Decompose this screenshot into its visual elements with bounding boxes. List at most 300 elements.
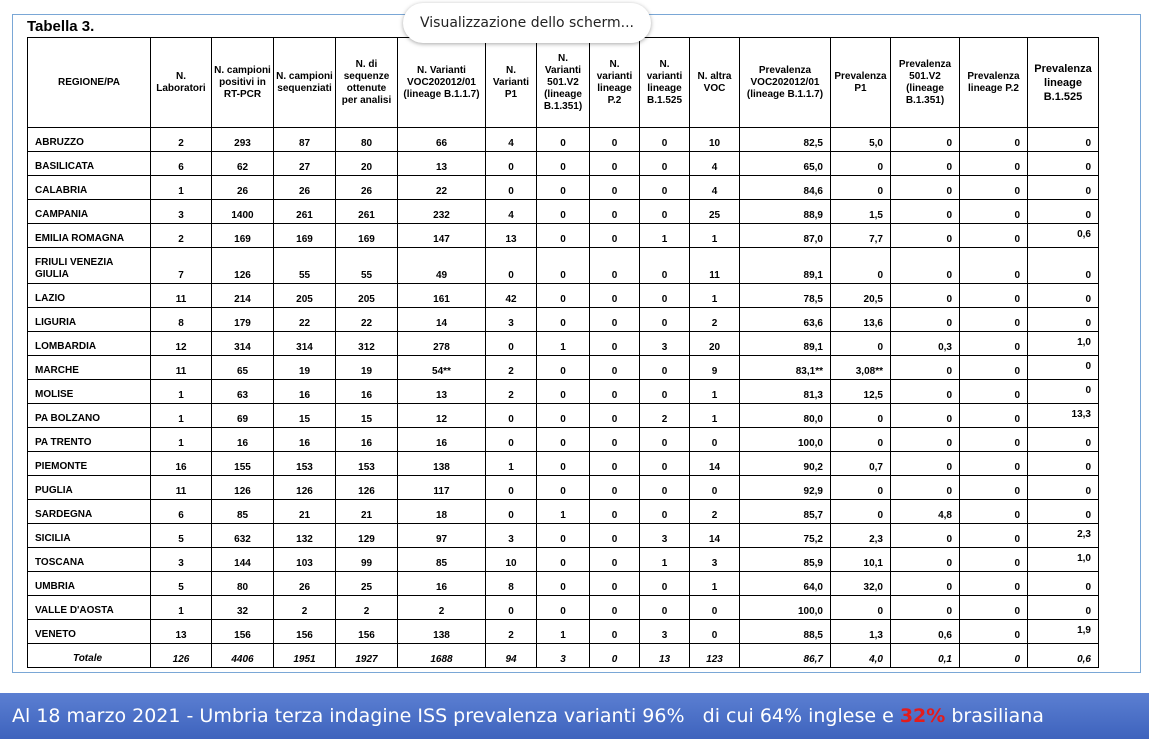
value-cell: 10,1 [831, 548, 891, 572]
value-cell: 2 [486, 356, 537, 380]
value-cell: 5,0 [831, 128, 891, 152]
table-row [28, 500, 1099, 524]
total-cell: 86,7 [740, 644, 831, 668]
value-cell: 20 [336, 152, 398, 176]
value-cell: 0 [640, 500, 690, 524]
value-cell: 0 [590, 380, 640, 404]
value-cell: 0 [891, 248, 960, 284]
value-cell: 16 [398, 572, 486, 596]
value-cell: 0 [891, 572, 960, 596]
value-cell: 0 [590, 308, 640, 332]
banner-highlight: 32% [899, 705, 946, 727]
value-cell: 16 [151, 452, 212, 476]
total-cell: 123 [690, 644, 740, 668]
value-cell: 0 [891, 596, 960, 620]
value-cell: 0 [537, 152, 590, 176]
value-cell: 20,5 [831, 284, 891, 308]
value-cell: 69 [212, 404, 274, 428]
variants-table [27, 37, 1099, 668]
value-cell: 0 [537, 548, 590, 572]
value-cell: 1 [151, 428, 212, 452]
value-cell: 13 [398, 152, 486, 176]
value-cell: 2 [151, 128, 212, 152]
value-cell: 0 [590, 332, 640, 356]
value-cell: 0 [831, 428, 891, 452]
column-header: Prevalenza VOC202012/01 (lineage B.1.1.7) [740, 38, 831, 128]
value-cell: 0 [960, 224, 1028, 248]
value-cell: 8 [151, 308, 212, 332]
value-cell: 0 [960, 428, 1028, 452]
value-cell: 0 [590, 224, 640, 248]
value-cell: 1,3 [831, 620, 891, 644]
value-cell: 12 [151, 332, 212, 356]
value-cell: 2 [690, 308, 740, 332]
value-cell: 169 [336, 224, 398, 248]
region-cell: EMILIA ROMAGNA [28, 224, 151, 248]
region-cell: UMBRIA [28, 572, 151, 596]
value-cell: 4 [486, 128, 537, 152]
region-cell: LOMBARDIA [28, 332, 151, 356]
value-cell: 3 [486, 524, 537, 548]
value-cell: 10 [690, 128, 740, 152]
value-cell: 65 [212, 356, 274, 380]
value-cell: 232 [398, 200, 486, 224]
value-cell: 138 [398, 620, 486, 644]
value-cell: 8 [486, 572, 537, 596]
value-cell: 55 [336, 248, 398, 284]
total-cell: 94 [486, 644, 537, 668]
value-cell: 0 [1028, 284, 1099, 308]
value-cell: 0 [891, 548, 960, 572]
region-cell: TOSCANA [28, 548, 151, 572]
table-row [28, 284, 1099, 308]
value-cell: 20 [690, 332, 740, 356]
value-cell: 6 [151, 500, 212, 524]
value-cell: 169 [274, 224, 336, 248]
value-cell: 0 [960, 284, 1028, 308]
value-cell: 0 [891, 476, 960, 500]
value-cell: 0 [590, 524, 640, 548]
value-cell: 0 [640, 152, 690, 176]
value-cell: 0 [590, 452, 640, 476]
value-cell: 13 [151, 620, 212, 644]
column-header: N. di sequenze ottenute per analisi [336, 38, 398, 128]
value-cell: 19 [336, 356, 398, 380]
value-cell: 26 [336, 176, 398, 200]
region-cell: LAZIO [28, 284, 151, 308]
value-cell: 1 [537, 620, 590, 644]
value-cell: 3 [486, 308, 537, 332]
value-cell: 21 [274, 500, 336, 524]
column-header: N. campioni positivi in RT-PCR [212, 38, 274, 128]
value-cell: 3 [690, 548, 740, 572]
column-header: N. varianti lineage P.2 [590, 38, 640, 128]
total-cell: 4,0 [831, 644, 891, 668]
value-cell: 0 [640, 428, 690, 452]
value-cell: 156 [274, 620, 336, 644]
value-cell: 26 [274, 176, 336, 200]
region-cell: PIEMONTE [28, 452, 151, 476]
region-cell: BASILICATA [28, 152, 151, 176]
value-cell: 32 [212, 596, 274, 620]
value-cell: 1 [690, 284, 740, 308]
value-cell: 0 [1028, 476, 1099, 500]
column-header: N. varianti lineage B.1.525 [640, 38, 690, 128]
value-cell: 0 [960, 524, 1028, 548]
value-cell: 0 [486, 248, 537, 284]
value-cell: 0 [590, 620, 640, 644]
screen-share-indicator[interactable]: Visualizzazione dello scherm... [403, 3, 651, 43]
value-cell: 0 [590, 152, 640, 176]
region-cell: PA TRENTO [28, 428, 151, 452]
value-cell: 0 [1028, 596, 1099, 620]
region-cell: LIGURIA [28, 308, 151, 332]
column-header: N. Varianti P1 [486, 38, 537, 128]
value-cell: 5 [151, 524, 212, 548]
value-cell: 0 [960, 572, 1028, 596]
table-row [28, 356, 1099, 380]
value-cell: 0 [831, 596, 891, 620]
value-cell: 14 [398, 308, 486, 332]
total-cell: 0 [960, 644, 1028, 668]
value-cell: 0 [537, 200, 590, 224]
value-cell: 0 [960, 356, 1028, 380]
value-cell: 205 [274, 284, 336, 308]
table-row [28, 248, 1099, 284]
value-cell: 0 [486, 404, 537, 428]
value-cell: 13,3 [1028, 404, 1099, 428]
value-cell: 0 [960, 404, 1028, 428]
value-cell: 63,6 [740, 308, 831, 332]
value-cell: 0 [960, 452, 1028, 476]
value-cell: 92,9 [740, 476, 831, 500]
value-cell: 0 [537, 176, 590, 200]
value-cell: 4 [486, 200, 537, 224]
table-row [28, 176, 1099, 200]
value-cell: 1 [537, 332, 590, 356]
value-cell: 16 [274, 380, 336, 404]
value-cell: 25 [336, 572, 398, 596]
value-cell: 0 [537, 248, 590, 284]
value-cell: 87 [274, 128, 336, 152]
value-cell: 0 [891, 128, 960, 152]
total-row [28, 644, 1099, 668]
value-cell: 0 [537, 404, 590, 428]
value-cell: 14 [690, 452, 740, 476]
value-cell: 0 [891, 452, 960, 476]
value-cell: 0 [640, 200, 690, 224]
value-cell: 278 [398, 332, 486, 356]
total-cell: 126 [151, 644, 212, 668]
value-cell: 7 [151, 248, 212, 284]
table-row [28, 428, 1099, 452]
value-cell: 161 [398, 284, 486, 308]
value-cell: 78,5 [740, 284, 831, 308]
value-cell: 0 [891, 224, 960, 248]
value-cell: 156 [336, 620, 398, 644]
value-cell: 1 [690, 572, 740, 596]
value-cell: 80,0 [740, 404, 831, 428]
value-cell: 2 [336, 596, 398, 620]
table-row [28, 476, 1099, 500]
value-cell: 0 [960, 548, 1028, 572]
value-cell: 0 [640, 572, 690, 596]
value-cell: 1 [151, 176, 212, 200]
value-cell: 0 [537, 356, 590, 380]
value-cell: 126 [336, 476, 398, 500]
value-cell: 42 [486, 284, 537, 308]
value-cell: 88,9 [740, 200, 831, 224]
value-cell: 0 [960, 596, 1028, 620]
value-cell: 0 [1028, 380, 1099, 404]
value-cell: 16 [336, 428, 398, 452]
value-cell: 0 [1028, 428, 1099, 452]
value-cell: 2 [690, 500, 740, 524]
value-cell: 11 [151, 356, 212, 380]
value-cell: 0 [590, 128, 640, 152]
value-cell: 0 [960, 332, 1028, 356]
value-cell: 18 [398, 500, 486, 524]
value-cell: 117 [398, 476, 486, 500]
value-cell: 155 [212, 452, 274, 476]
value-cell: 0 [640, 380, 690, 404]
region-cell: PA BOLZANO [28, 404, 151, 428]
value-cell: 89,1 [740, 248, 831, 284]
value-cell: 0 [640, 176, 690, 200]
value-cell: 0 [486, 332, 537, 356]
value-cell: 11 [151, 476, 212, 500]
value-cell: 2 [151, 224, 212, 248]
value-cell: 0 [537, 284, 590, 308]
value-cell: 0 [590, 284, 640, 308]
value-cell: 0 [590, 200, 640, 224]
table-row [28, 332, 1099, 356]
value-cell: 13,6 [831, 308, 891, 332]
value-cell: 261 [274, 200, 336, 224]
value-cell: 14 [690, 524, 740, 548]
table-row [28, 152, 1099, 176]
value-cell: 6 [151, 152, 212, 176]
value-cell: 0 [640, 248, 690, 284]
value-cell: 4 [690, 152, 740, 176]
value-cell: 138 [398, 452, 486, 476]
region-cell: VENETO [28, 620, 151, 644]
value-cell: 4 [690, 176, 740, 200]
value-cell: 10 [486, 548, 537, 572]
value-cell: 0 [831, 248, 891, 284]
value-cell: 0 [891, 284, 960, 308]
banner-text-end: brasiliana [945, 705, 1044, 727]
value-cell: 16 [398, 428, 486, 452]
value-cell: 0 [537, 428, 590, 452]
column-header: N. campioni sequenziati [274, 38, 336, 128]
value-cell: 314 [212, 332, 274, 356]
value-cell: 99 [336, 548, 398, 572]
value-cell: 0 [590, 176, 640, 200]
value-cell: 2,3 [1028, 524, 1099, 548]
value-cell: 1 [640, 224, 690, 248]
value-cell: 0 [831, 332, 891, 356]
table-row [28, 452, 1099, 476]
value-cell: 2 [486, 380, 537, 404]
value-cell: 205 [336, 284, 398, 308]
value-cell: 0 [831, 404, 891, 428]
value-cell: 132 [274, 524, 336, 548]
value-cell: 16 [336, 380, 398, 404]
value-cell: 0 [590, 500, 640, 524]
value-cell: 0,7 [831, 452, 891, 476]
value-cell: 32,0 [831, 572, 891, 596]
region-cell: FRIULI VENEZIA GIULIA [28, 248, 151, 284]
value-cell: 12 [398, 404, 486, 428]
value-cell: 85,7 [740, 500, 831, 524]
value-cell: 0 [537, 524, 590, 548]
total-cell: 0,6 [1028, 644, 1099, 668]
value-cell: 312 [336, 332, 398, 356]
value-cell: 0 [960, 380, 1028, 404]
value-cell: 0 [960, 128, 1028, 152]
value-cell: 153 [274, 452, 336, 476]
value-cell: 261 [336, 200, 398, 224]
value-cell: 0 [690, 476, 740, 500]
value-cell: 65,0 [740, 152, 831, 176]
value-cell: 0 [640, 284, 690, 308]
value-cell: 1,5 [831, 200, 891, 224]
value-cell: 0,3 [891, 332, 960, 356]
table-row [28, 572, 1099, 596]
region-cell: VALLE D'AOSTA [28, 596, 151, 620]
value-cell: 1 [486, 452, 537, 476]
value-cell: 0 [960, 500, 1028, 524]
value-cell: 81,3 [740, 380, 831, 404]
value-cell: 97 [398, 524, 486, 548]
value-cell: 0 [486, 428, 537, 452]
value-cell: 0 [640, 128, 690, 152]
value-cell: 19 [274, 356, 336, 380]
value-cell: 0 [891, 308, 960, 332]
value-cell: 0 [1028, 452, 1099, 476]
value-cell: 0 [537, 224, 590, 248]
table-row [28, 308, 1099, 332]
total-cell: 1927 [336, 644, 398, 668]
column-header: N. altra VOC [690, 38, 740, 128]
region-cell: SARDEGNA [28, 500, 151, 524]
value-cell: 0 [537, 128, 590, 152]
total-cell: 1688 [398, 644, 486, 668]
value-cell: 13 [398, 380, 486, 404]
caption-banner [0, 693, 1149, 739]
column-header: REGIONE/PA [28, 38, 151, 128]
value-cell: 100,0 [740, 428, 831, 452]
value-cell: 3 [151, 548, 212, 572]
column-header: Prevalenza lineage B.1.525 [1028, 38, 1099, 128]
value-cell: 26 [212, 176, 274, 200]
value-cell: 0 [537, 596, 590, 620]
value-cell: 179 [212, 308, 274, 332]
value-cell: 126 [212, 248, 274, 284]
table-row [28, 596, 1099, 620]
value-cell: 1400 [212, 200, 274, 224]
value-cell: 1,0 [1028, 332, 1099, 356]
value-cell: 1 [640, 548, 690, 572]
value-cell: 13 [486, 224, 537, 248]
table-row [28, 620, 1099, 644]
value-cell: 169 [212, 224, 274, 248]
table-row [28, 128, 1099, 152]
region-cell: ABRUZZO [28, 128, 151, 152]
value-cell: 0 [831, 176, 891, 200]
value-cell: 15 [336, 404, 398, 428]
column-header: Prevalenza P1 [831, 38, 891, 128]
total-cell: 0,1 [891, 644, 960, 668]
value-cell: 0 [590, 428, 640, 452]
value-cell: 0 [590, 572, 640, 596]
value-cell: 25 [690, 200, 740, 224]
value-cell: 0 [891, 200, 960, 224]
value-cell: 27 [274, 152, 336, 176]
value-cell: 144 [212, 548, 274, 572]
value-cell: 12,5 [831, 380, 891, 404]
value-cell: 83,1** [740, 356, 831, 380]
value-cell: 11 [690, 248, 740, 284]
value-cell: 126 [212, 476, 274, 500]
value-cell: 15 [274, 404, 336, 428]
region-cell: MOLISE [28, 380, 151, 404]
column-header: Prevalenza 501.V2 (lineage B.1.351) [891, 38, 960, 128]
value-cell: 0 [486, 596, 537, 620]
region-cell: PUGLIA [28, 476, 151, 500]
value-cell: 2 [640, 404, 690, 428]
value-cell: 0 [1028, 152, 1099, 176]
value-cell: 0 [486, 176, 537, 200]
value-cell: 85 [398, 548, 486, 572]
value-cell: 7,7 [831, 224, 891, 248]
value-cell: 54** [398, 356, 486, 380]
value-cell: 0 [1028, 248, 1099, 284]
value-cell: 632 [212, 524, 274, 548]
total-cell: 3 [537, 644, 590, 668]
value-cell: 3,08** [831, 356, 891, 380]
value-cell: 55 [274, 248, 336, 284]
value-cell: 22 [274, 308, 336, 332]
value-cell: 1,9 [1028, 620, 1099, 644]
value-cell: 75,2 [740, 524, 831, 548]
value-cell: 0 [590, 548, 640, 572]
value-cell: 0 [891, 356, 960, 380]
value-cell: 22 [398, 176, 486, 200]
value-cell: 0,6 [891, 620, 960, 644]
table-row [28, 380, 1099, 404]
value-cell: 82,5 [740, 128, 831, 152]
value-cell: 0 [537, 308, 590, 332]
value-cell: 90,2 [740, 452, 831, 476]
value-cell: 0 [960, 620, 1028, 644]
value-cell: 0 [590, 476, 640, 500]
value-cell: 0 [1028, 572, 1099, 596]
value-cell: 0 [960, 308, 1028, 332]
value-cell: 2 [274, 596, 336, 620]
value-cell: 85 [212, 500, 274, 524]
value-cell: 0 [1028, 308, 1099, 332]
column-header: Prevalenza lineage P.2 [960, 38, 1028, 128]
value-cell: 49 [398, 248, 486, 284]
value-cell: 0 [486, 152, 537, 176]
value-cell: 1 [151, 404, 212, 428]
table-row [28, 200, 1099, 224]
value-cell: 0 [891, 428, 960, 452]
value-cell: 147 [398, 224, 486, 248]
value-cell: 103 [274, 548, 336, 572]
